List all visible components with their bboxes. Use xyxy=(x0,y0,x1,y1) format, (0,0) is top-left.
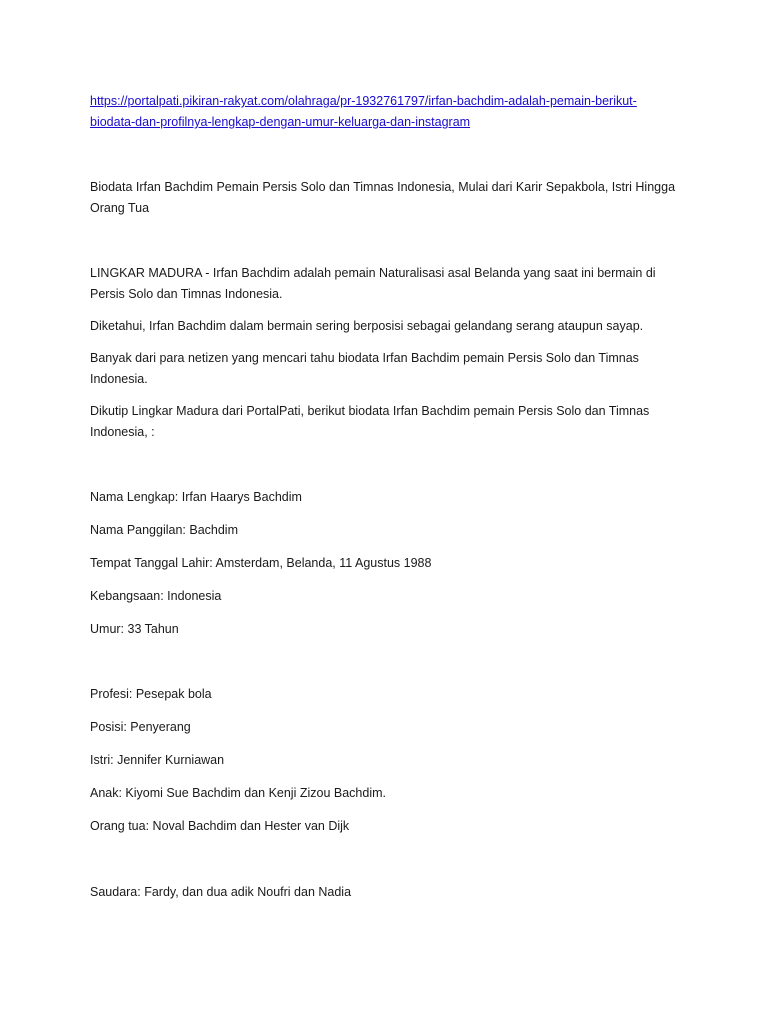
bio-wife: Istri: Jennifer Kurniawan xyxy=(90,753,225,767)
bio-children: Anak: Kiyomi Sue Bachdim dan Kenji Zizou Bachdim. xyxy=(90,786,386,800)
bio-birth: Tempat Tanggal Lahir: Amsterdam, Belanda, 11 Agustus 1988 xyxy=(90,556,432,570)
paragraph-intro: LINGKAR MADURA - Irfan Bachdim adalah pemain Naturalisasi asal Belanda yang saat ini bermain di Persis Solo dan Timnas Indonesia. xyxy=(90,266,656,301)
article-title: Biodata Irfan Bachdim Pemain Persis Solo dan Timnas Indonesia, Mulai dari Karir Sepakbola, Istri Hingga Orang Tua xyxy=(90,180,676,215)
paragraph-source: Dikutip Lingkar Madura dari PortalPati, berikut biodata Irfan Bachdim pemain Persis Solo dan Timnas Indonesia, : xyxy=(90,404,650,439)
bio-nickname: Nama Panggilan: Bachdim xyxy=(90,523,238,537)
bio-profession: Profesi: Pesepak bola xyxy=(90,687,212,701)
source-link-line-1[interactable]: https://portalpati.pikiran-rakyat.com/olahraga/pr-1932761797/irfan-bachdim-adalah-pemain-berikut- xyxy=(90,94,637,108)
paragraph-position: Diketahui, Irfan Bachdim dalam bermain sering berposisi sebagai gelandang serang ataupun sayap. xyxy=(90,319,644,333)
bio-position: Posisi: Penyerang xyxy=(90,720,191,734)
bio-siblings: Saudara: Fardy, dan dua adik Noufri dan Nadia xyxy=(90,885,352,899)
bio-parents: Orang tua: Noval Bachdim dan Hester van Dijk xyxy=(90,819,350,833)
bio-age: Umur: 33 Tahun xyxy=(90,622,179,636)
paragraph-netizen: Banyak dari para netizen yang mencari tahu biodata Irfan Bachdim pemain Persis Solo dan Timnas Indonesia. xyxy=(90,351,639,386)
source-link-line-2[interactable]: biodata-dan-profilnya-lengkap-dengan-umur-keluarga-dan-instagram xyxy=(90,115,471,129)
bio-nationality: Kebangsaan: Indonesia xyxy=(90,589,222,603)
source-link[interactable] xyxy=(90,91,690,133)
bio-full-name: Nama Lengkap: Irfan Haarys Bachdim xyxy=(90,490,302,504)
